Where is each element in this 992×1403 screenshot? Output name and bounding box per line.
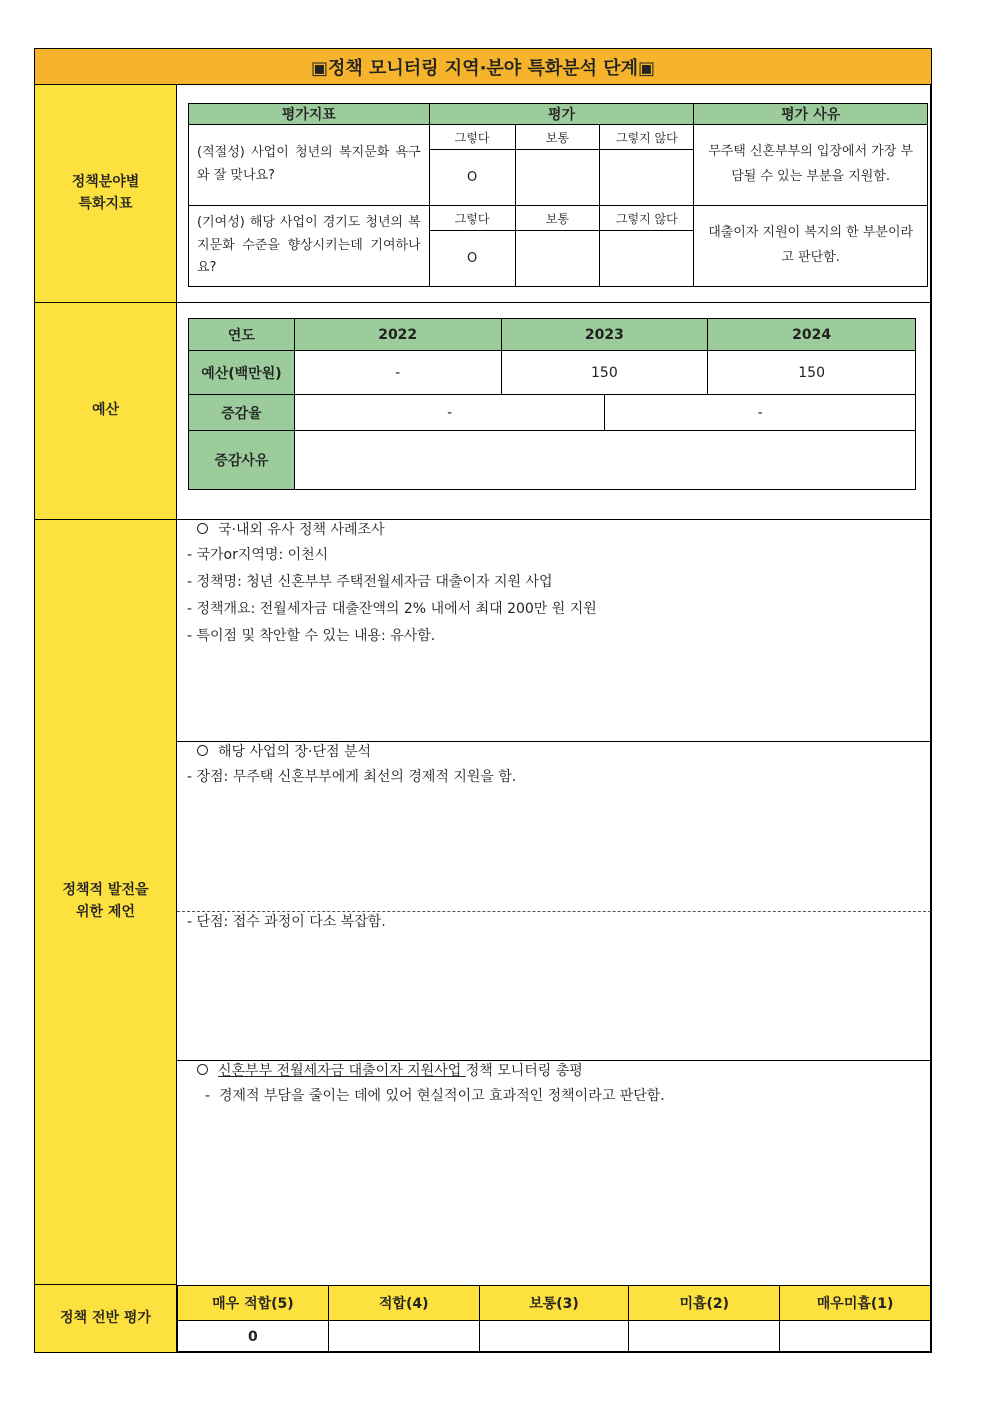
year-2023: 2023 — [501, 319, 708, 351]
mark-2-yes[interactable]: O — [429, 231, 515, 287]
reason-1: 무주택 신혼부부의 입장에서 가장 부담될 수 있는 부분을 지원함. — [694, 125, 928, 206]
rate-2023[interactable]: - — [294, 395, 605, 431]
year-label: 연도 — [189, 319, 295, 351]
question-1: (적절성) 사업이 청년의 복지문화 욕구와 잘 맞나요? — [189, 125, 430, 206]
grade-mark-4[interactable] — [328, 1321, 479, 1353]
circle-bullet-icon — [197, 1064, 208, 1075]
label-budget: 예산 — [35, 303, 177, 520]
section-divider — [177, 302, 931, 303]
grade-2: 미흡(2) — [629, 1286, 780, 1321]
budget-table — [188, 318, 916, 490]
grade-mark-1[interactable] — [780, 1321, 931, 1353]
option-neutral: 보통 — [515, 125, 600, 150]
cons-section — [177, 909, 931, 936]
header-indicator: 평가지표 — [189, 104, 430, 125]
overall-table — [177, 1285, 931, 1353]
option-no: 그렇지 않다 — [600, 125, 694, 150]
grade-1: 매우미흡(1) — [780, 1286, 931, 1321]
review-heading-rest: 정책 모니터링 총평 — [465, 1063, 583, 1079]
review-section — [177, 1059, 931, 1110]
label-overall: 정책 전반 평가 — [35, 1285, 177, 1352]
grade-mark-5[interactable]: 0 — [178, 1321, 329, 1353]
label-indicator: 정책분야별 특화지표 — [35, 85, 177, 303]
option-yes: 그렇다 — [429, 206, 515, 231]
grade-mark-3[interactable] — [479, 1321, 629, 1353]
case-line: - 특이점 및 착안할 수 있는 내용: 유사함. — [187, 628, 436, 644]
header-reason: 평가 사유 — [694, 104, 928, 125]
label-proposal: 정책적 발전을 위한 제언 — [35, 520, 177, 1285]
case-line: - 정책명: 청년 신혼부부 주택전월세자금 대출이자 지원 사업 — [187, 574, 553, 590]
budget-label: 예산(백만원) — [189, 351, 295, 395]
circle-bullet-icon — [197, 523, 208, 534]
grade-mark-2[interactable] — [629, 1321, 780, 1353]
grade-5: 매우 적합(5) — [178, 1286, 329, 1321]
budget-2022[interactable]: - — [294, 351, 501, 395]
case-line: - 정책개요: 전월세자금 대출잔액의 2% 내에서 최대 200만 원 지원 — [187, 601, 597, 617]
grade-3: 보통(3) — [479, 1286, 629, 1321]
case-line: - 국가or지역명: 이천시 — [187, 547, 329, 563]
cases-section — [177, 518, 931, 650]
review-heading-policy: 신혼부부 전월세자금 대출이자 지원사업 — [218, 1063, 466, 1079]
indicator-table — [188, 103, 928, 287]
reason-label: 증감사유 — [189, 431, 295, 490]
page-title: ▣정책 모니터링 지역·분야 특화분석 단계▣ — [35, 49, 931, 85]
budget-2023[interactable]: 150 — [501, 351, 708, 395]
budget-2024[interactable]: 150 — [708, 351, 916, 395]
rate-2024[interactable]: - — [605, 395, 916, 431]
circle-bullet-icon — [197, 745, 208, 756]
mark-2-no[interactable] — [600, 231, 694, 287]
grade-4: 적합(4) — [328, 1286, 479, 1321]
pros-text: - 장점: 무주택 신혼부부에게 최선의 경제적 지원을 함. — [187, 769, 517, 785]
option-no: 그렇지 않다 — [600, 206, 694, 231]
header-evaluation: 평가 — [429, 104, 694, 125]
review-text: - 경제적 부담을 줄이는 데에 있어 현실적이고 효과적인 정책이라고 판단함. — [205, 1088, 665, 1104]
year-2024: 2024 — [708, 319, 916, 351]
question-2: (기여성) 해당 사업이 경기도 청년의 복지문화 수준을 향상시키는데 기여하나요? — [189, 206, 430, 287]
proscons-heading: 해당 사업의 장·단점 분석 — [218, 744, 372, 760]
year-2022: 2022 — [294, 319, 501, 351]
reason-2: 대출이자 지원이 복지의 한 부분이라고 판단함. — [694, 206, 928, 287]
mark-1-neutral[interactable] — [515, 150, 600, 206]
mark-1-yes[interactable]: O — [429, 150, 515, 206]
proscons-section — [177, 740, 931, 791]
mark-1-no[interactable] — [600, 150, 694, 206]
budget-reason[interactable] — [294, 431, 915, 490]
rate-label: 증감율 — [189, 395, 295, 431]
cases-heading: 국·내외 유사 정책 사례조사 — [218, 522, 385, 538]
cons-text: - 단점: 접수 과정이 다소 복잡함. — [187, 914, 386, 930]
option-yes: 그렇다 — [429, 125, 515, 150]
option-neutral: 보통 — [515, 206, 600, 231]
mark-2-neutral[interactable] — [515, 231, 600, 287]
